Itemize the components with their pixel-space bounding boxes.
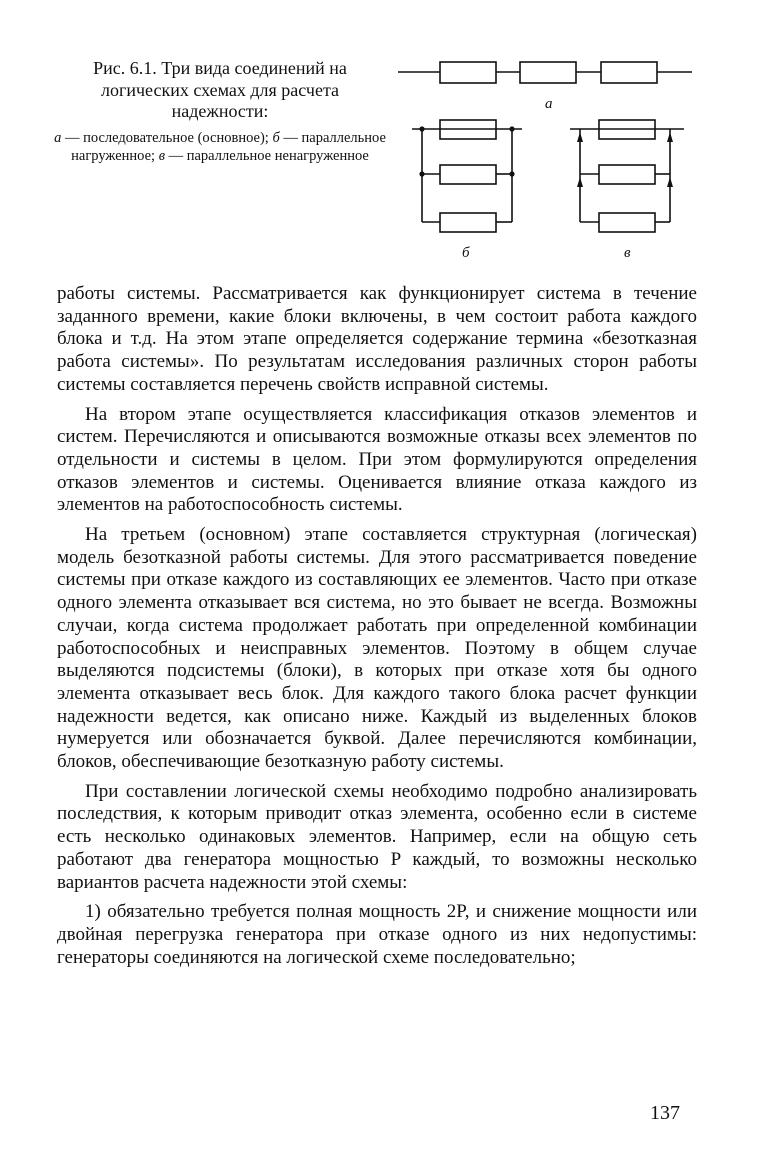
series-block-2 bbox=[520, 62, 576, 83]
figure-caption bbox=[52, 58, 388, 165]
legend-b-text: — параллельное нагруженное; bbox=[71, 129, 386, 164]
paragraph: На втором этапе осуществляется классификация отказов элементов и систем. Перечисляются и описываются возможные отказы всех элементов по отдельности и системы в целом. При этом формулируются определения отказов элементов и системы. Оценивается влияние отказа каждого из элементов на работоспособность системы. bbox=[57, 403, 697, 516]
series-diagram bbox=[398, 62, 692, 83]
list-item: 1) обязательно требуется полная мощность 2P, и снижение мощности или двойная перегрузка генератора при отказе одного из них недопустимы: генераторы соединяются на логической схеме последовательно; bbox=[57, 901, 697, 968]
label-a: а bbox=[545, 96, 553, 112]
parallel-unloaded-diagram bbox=[570, 120, 684, 232]
unloaded-block-3 bbox=[599, 213, 655, 232]
legend-a-letter: а bbox=[54, 129, 62, 146]
unloaded-block-2 bbox=[599, 165, 655, 184]
connection-diagrams bbox=[394, 50, 698, 270]
paragraph: При составлении логической схемы необходимо подробно анализировать последствия, к которым приводит отказ элемента, особенно если в системе есть несколько одинаковых элементов. Например, если на общую сеть работают два генератора мощностью P каждый, то возможны несколько вариантов расчета надежности этой схемы: bbox=[57, 780, 697, 893]
parallel-loaded-diagram bbox=[412, 120, 522, 232]
series-block-1 bbox=[440, 62, 496, 83]
page-number: 137 bbox=[650, 1102, 680, 1124]
legend-a-text: — последовательное (основное); bbox=[61, 129, 273, 146]
paragraph: работы системы. Рассматривается как функционирует система в течение заданного времени, какие блоки включены, в чем состоит работа каждого блока и т.д. На этом этапе определяется содержание термина «безотказная работа системы». По результатам исследования различных сторон работы системы составляется перечень свойств исправной системы. bbox=[57, 283, 697, 395]
loaded-block-2 bbox=[440, 165, 496, 184]
legend-c-letter: в bbox=[158, 147, 165, 164]
figure-caption-legend bbox=[52, 129, 388, 165]
loaded-block-3 bbox=[440, 213, 496, 232]
legend-c-text: — параллельное ненагруженное bbox=[164, 147, 369, 164]
series-block-3 bbox=[601, 62, 657, 83]
paragraph: На третьем (основном) этапе составляется структурная (логическая) модель безотказной работы системы. Для этого рассматривается поведение системы при отказе каждого из составляющих ее элементов. Часто при отказе одного элемента отказывает вся система, но это бывает не всегда. Возможны случаи, когда система продолжает работать при определенной комбинации работоспособных и неисправных элементов. Поэтому в общем случае выделяются подсистемы (блоки), в которых при отказе хотя бы одного элемента отказывает весь блок. Для каждого такого блока расчет функции надежности ведется, как описано ниже. Каждый из выделенных блоков нумеруется или обозначается буквой. Далее перечисляются комбинации, блоков, обеспечивающие безотказную работу системы. bbox=[57, 524, 697, 773]
label-c: в bbox=[624, 245, 631, 261]
legend-b-letter: б bbox=[272, 129, 280, 146]
label-b: б bbox=[462, 245, 470, 261]
figure-caption-title: Рис. 6.1. Три вида соединений на логических схемах для расчета надежности: bbox=[93, 58, 347, 121]
body-text bbox=[57, 283, 697, 969]
